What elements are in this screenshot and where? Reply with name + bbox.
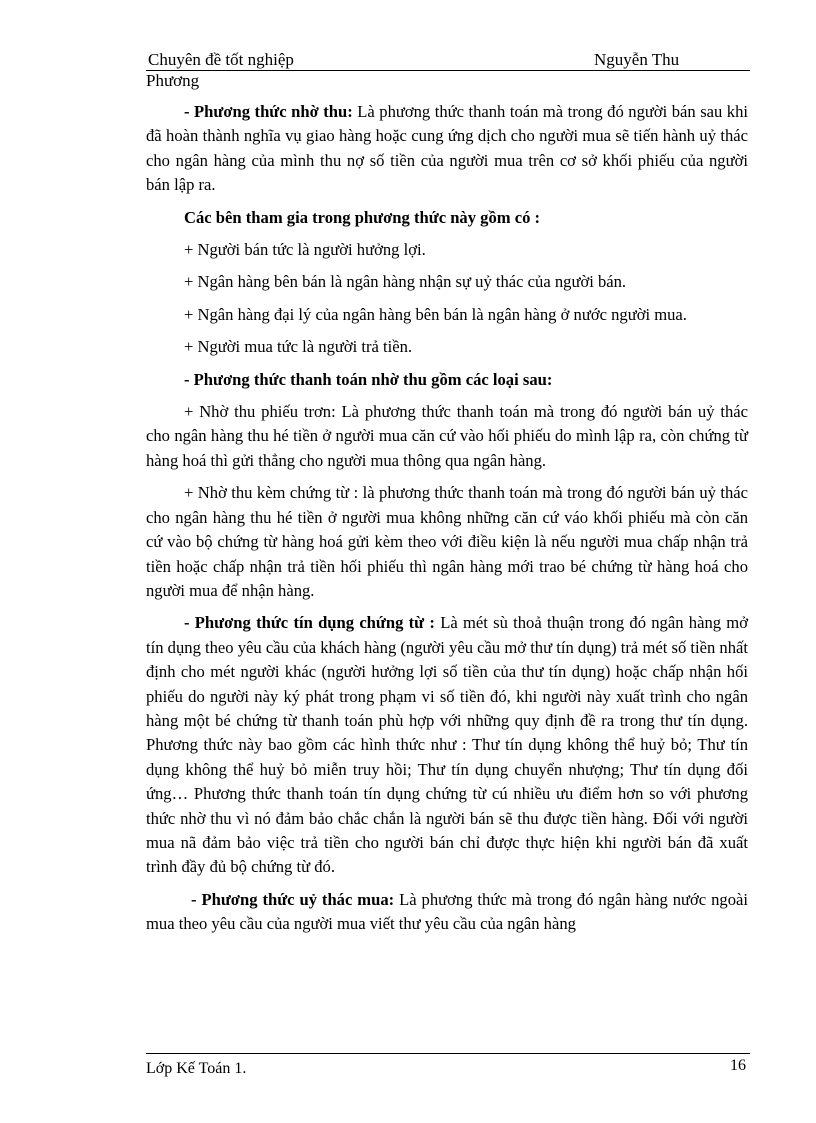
header-author: Nguyễn Thu — [594, 50, 680, 69]
paragraph-tin-dung-chung-tu — [146, 611, 748, 879]
list-item: + Ngân hàng bên bán là ngân hàng nhận sự uỷ thác của người bán. — [184, 272, 627, 292]
term-nho-thu: - Phương thức nhờ thu: — [184, 102, 353, 121]
paragraph-nho-thu-phieu-tron: + Nhờ thu phiếu trơn: Là phương thức thanh toán mà trong đó người bán uỷ thác cho ngân hàng thu hé tiền ở người mua căn cứ vào hối phiếu do mình lập ra, còn chứng từ hàng hoá thì gửi thẳng cho người mua thông qua ngân hàng. — [146, 402, 748, 470]
paragraph-text: Là phương thức mà trong đó ngân hàng nước ngoài mua theo yêu cầu của người mua viết thư yêu cầu của ngân hàng — [146, 889, 748, 934]
section-heading: - Phương thức thanh toán nhờ thu gồm các loại sau: — [184, 369, 553, 389]
paragraph-text: Là phương thức thanh toán mà trong đó người bán sau khi đã hoàn thành nghĩa vụ giao hàng hoặc cung ứng dịch cho người mua sẽ tiến hành uỷ thác cho ngân hàng của mình thu nợ số tiền của người mua trên cơ sở khối phiếu của người bán lập ra. — [146, 102, 749, 195]
paragraph-nho-thu — [146, 100, 748, 198]
document-body — [146, 100, 748, 945]
footer-class: Lớp Kế Toán 1. — [146, 1060, 247, 1077]
header-author-wrap: Phương — [146, 71, 200, 90]
page-number: 16 — [730, 1057, 746, 1074]
section-heading: Các bên tham gia trong phương thức này gồm có : — [184, 207, 541, 227]
paragraph-nho-thu-kem-chung-tu: + Nhờ thu kèm chứng từ : là phương thức thanh toán mà trong đó người bán uỷ thác cho ngân hàng thu hé tiền ở người mua không những căn cứ váo khối phiếu mà còn căn cứ vào bộ chứng từ hàng hoá gửi kèm theo với điều kiện là nếu người mua chấp nhận trả tiền hoặc chấp nhận trả tiền hối phiếu thì ngân hàng mới trao bé chứng từ hàng hoá cho người mua để nhận hàng. — [146, 483, 748, 600]
page-footer — [146, 1053, 750, 1077]
page-header — [146, 48, 750, 71]
paragraph-text: Là mét sù thoả thuận trong đó ngân hàng mở tín dụng theo yêu cầu của khách hàng (người yêu cầu mở thư tín dụng) trả mét số tiền nhất định cho mét người khác (người hưởng lợi số tiền của thư tín dụng) hoặc chấp nhận hối phiếu do người này ký phát trong phạm vi số tiền đó, khi người này xuất trình cho ngân hàng một bé chứng từ thanh toán phù hợp với những quy định đề ra trong thư tín dụng. Phương thức này bao gồm các hình thức như : Thư tín dụng không thể huỷ bỏ; Thư tín dụng không thể huỷ bỏ miễn truy hồi; Thư tín dụng chuyển nhượng; Thư tín dụng đối ứng… Phương thức thanh toán tín dụng chứng từ cú nhiều ưu điểm hơn so với phương thức nhờ thu vì nó đảm bảo chắc chắn là người bán sẽ thu được tiền hàng. Đối với người mua nã đảm bảo việc trả tiền cho người bán chỉ được thực hiện khi người bán đã xuất trình đầy đủ bộ chứng từ đó. — [146, 613, 748, 877]
list-item: + Người mua tức là người trả tiền. — [184, 337, 413, 357]
term-tin-dung: - Phương thức tín dụng chứng từ : — [184, 613, 435, 633]
paragraph-uy-thac-mua — [146, 888, 748, 937]
list-item: + Ngân hàng đại lý của ngân hàng bên bán là ngân hàng ở nước người mua. — [184, 304, 687, 324]
header-title: Chuyên đề tốt nghiệp — [148, 50, 294, 69]
list-item: + Người bán tức là người hưởng lợi. — [184, 240, 426, 260]
term-uy-thac: - Phương thức uỷ thác mua: — [191, 889, 395, 909]
